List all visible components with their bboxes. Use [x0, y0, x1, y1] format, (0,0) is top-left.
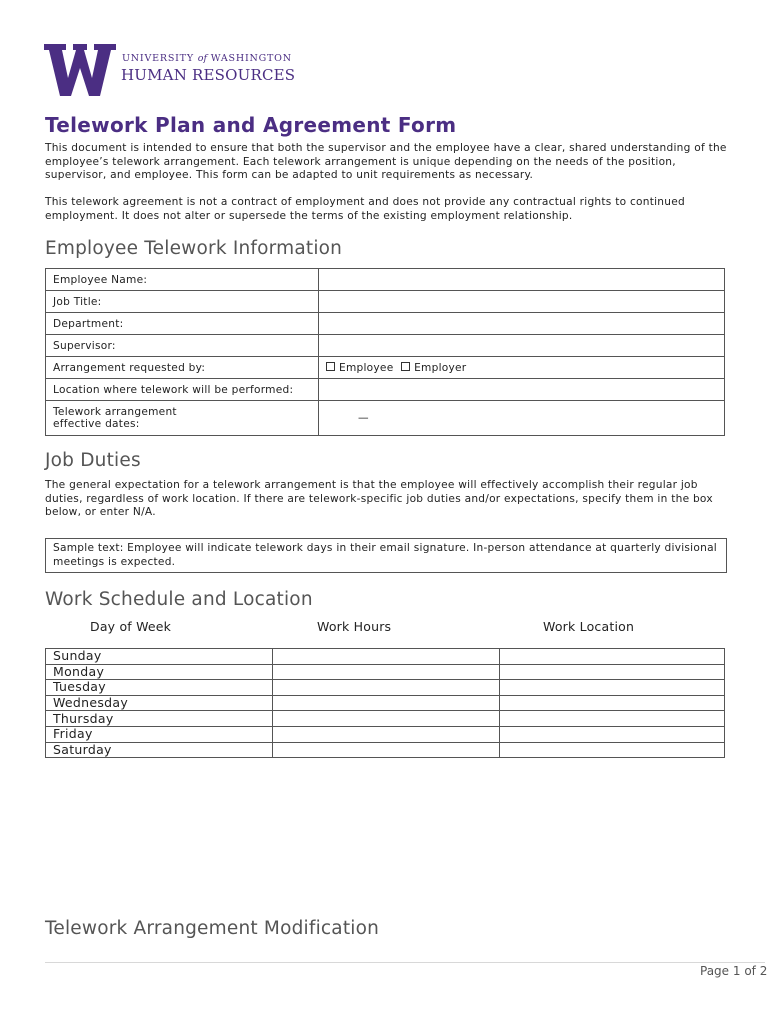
logo-university-text: UNIVERSITY of WASHINGTON — [122, 53, 292, 64]
job-duties-paragraph: The general expectation for a telework arrangement is that the employee will effectively accomplish their regular job duties, regardless of work location. If there are telework-specific job duties and/or expectations, specify them in the box below, or enter N/A. — [45, 479, 713, 519]
job-title-field[interactable] — [319, 291, 725, 313]
effective-dates-label-line1: Telework arrangement — [53, 406, 177, 418]
employee-checkbox[interactable] — [326, 362, 335, 371]
table-row — [46, 742, 725, 758]
job-duties-input-box[interactable]: Sample text: Employee will indicate telework days in their email signature. In-person attendance at quarterly divisional meetings is expected. — [45, 538, 727, 573]
work-hours-cell[interactable] — [273, 649, 500, 665]
supervisor-label: Supervisor: — [46, 335, 319, 357]
table-row — [46, 726, 725, 742]
day-cell: Monday — [46, 664, 273, 680]
supervisor-field[interactable] — [319, 335, 725, 357]
table-row — [46, 313, 725, 335]
effective-dates-label-line2: effective dates: — [53, 418, 140, 430]
location-label: Location where telework will be performed: — [46, 379, 319, 401]
work-hours-cell[interactable] — [273, 742, 500, 758]
table-row — [46, 664, 725, 680]
table-row — [46, 379, 725, 401]
section-heading-modification: Telework Arrangement Modification — [45, 918, 380, 939]
page-title: Telework Plan and Agreement Form — [45, 113, 457, 137]
employer-checkbox[interactable] — [401, 362, 410, 371]
work-location-cell[interactable] — [500, 664, 725, 680]
location-field[interactable] — [319, 379, 725, 401]
work-hours-cell[interactable] — [273, 680, 500, 696]
work-location-cell[interactable] — [500, 742, 725, 758]
work-location-cell[interactable] — [500, 680, 725, 696]
section-heading-schedule: Work Schedule and Location — [45, 589, 313, 610]
department-field[interactable] — [319, 313, 725, 335]
column-header-location: Work Location — [543, 619, 635, 634]
day-cell: Tuesday — [46, 680, 273, 696]
work-location-cell[interactable] — [500, 711, 725, 727]
date-separator: — — [358, 412, 369, 424]
schedule-table — [45, 648, 725, 758]
employee-info-table — [45, 268, 725, 436]
table-row — [46, 680, 725, 696]
section-heading-employee-info: Employee Telework Information — [45, 238, 343, 259]
intro-paragraph-2: This telework agreement is not a contract of employment and does not provide any contractual rights to continued employment. It does not alter or supersede the terms of the existing employment relationship. — [45, 196, 685, 222]
table-row — [46, 335, 725, 357]
table-row — [46, 711, 725, 727]
section-heading-job-duties: Job Duties — [45, 450, 141, 471]
employee-name-field[interactable] — [319, 269, 725, 291]
table-row — [46, 269, 725, 291]
day-cell: Saturday — [46, 742, 273, 758]
day-cell: Friday — [46, 726, 273, 742]
work-hours-cell[interactable] — [273, 664, 500, 680]
effective-dates-field[interactable] — [319, 401, 725, 436]
table-row — [46, 291, 725, 313]
table-row — [46, 401, 725, 436]
uw-logo-icon — [44, 44, 116, 96]
employee-option-label: Employee — [339, 361, 394, 374]
intro-paragraph-1: This document is intended to ensure that both the supervisor and the employee have a clear, shared understanding of the employee’s telework arrangement. Each telework arrangement is unique depending on the needs of the position, supervisor, and employee. This form can be adapted to unit requirements as necessary. — [45, 142, 727, 182]
day-cell: Thursday — [46, 711, 273, 727]
work-location-cell[interactable] — [500, 726, 725, 742]
arrangement-options — [319, 357, 725, 379]
job-title-label: Job Title: — [46, 291, 319, 313]
day-cell: Sunday — [46, 649, 273, 665]
footer-divider — [45, 962, 765, 963]
column-header-day: Day of Week — [90, 619, 172, 634]
work-location-cell[interactable] — [500, 695, 725, 711]
table-row — [46, 649, 725, 665]
column-header-hours: Work Hours — [317, 619, 392, 634]
table-row — [46, 357, 725, 379]
work-hours-cell[interactable] — [273, 695, 500, 711]
day-cell: Wednesday — [46, 695, 273, 711]
department-label: Department: — [46, 313, 319, 335]
table-row — [46, 695, 725, 711]
logo-department-text: HUMAN RESOURCES — [121, 66, 296, 84]
effective-dates-label — [46, 401, 319, 436]
arrangement-label: Arrangement requested by: — [46, 357, 319, 379]
employee-name-label: Employee Name: — [46, 269, 319, 291]
work-hours-cell[interactable] — [273, 711, 500, 727]
work-hours-cell[interactable] — [273, 726, 500, 742]
page-number: Page 1 of 2 — [700, 964, 768, 978]
employer-option-label: Employer — [414, 361, 467, 374]
work-location-cell[interactable] — [500, 649, 725, 665]
